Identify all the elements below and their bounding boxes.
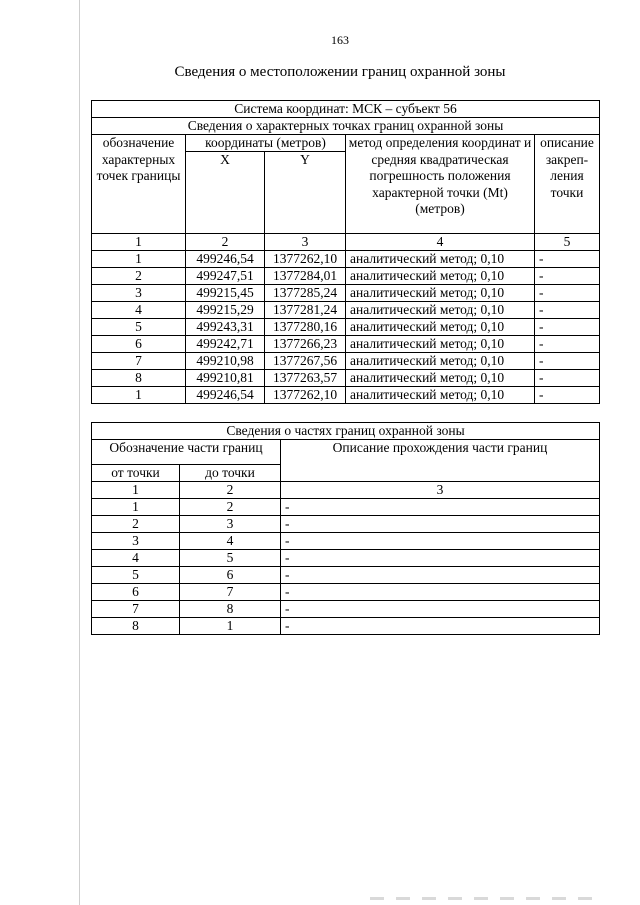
table-row (92, 550, 600, 567)
page-margin-line (79, 0, 80, 905)
header-point-designation: обозначение характерных точек границы (92, 135, 186, 234)
table-row (92, 601, 600, 618)
part-description: - (281, 618, 600, 635)
coord-y: 1377281,24 (265, 302, 346, 319)
table-row (92, 584, 600, 601)
table-row (92, 370, 600, 387)
coord-x: 499210,81 (186, 370, 265, 387)
coordinate-system: Система координат: МСК – субъект 56 (92, 101, 600, 118)
table-row (92, 516, 600, 533)
from-point: 1 (92, 499, 180, 516)
point-number: 5 (92, 319, 186, 336)
from-point: 3 (92, 533, 180, 550)
fixing-description: - (535, 268, 600, 285)
part-description: - (281, 516, 600, 533)
coord-y: 1377285,24 (265, 285, 346, 302)
table-row (92, 268, 600, 285)
method-cell: аналитический метод; 0,10 (346, 268, 535, 285)
header-part-description: Описание прохождения части границ (281, 440, 600, 482)
coord-y: 1377280,16 (265, 319, 346, 336)
part-description: - (281, 533, 600, 550)
header-coordinates: координаты (метров) (186, 135, 346, 152)
coord-x: 499243,31 (186, 319, 265, 336)
boundary-points-table (91, 100, 600, 404)
table-row (92, 336, 600, 353)
method-cell: аналитический метод; 0,10 (346, 387, 535, 404)
header-x-spacer (186, 168, 265, 233)
point-number: 7 (92, 353, 186, 370)
column-number: 3 (265, 234, 346, 251)
header-y-spacer (265, 168, 346, 233)
to-point: 8 (180, 601, 281, 618)
column-number: 2 (186, 234, 265, 251)
to-point: 2 (180, 499, 281, 516)
method-cell: аналитический метод; 0,10 (346, 370, 535, 387)
from-point: 6 (92, 584, 180, 601)
point-number: 8 (92, 370, 186, 387)
header-fixing-description: описание закреп-ления точки (535, 135, 600, 234)
header-y: Y (265, 152, 346, 169)
from-point: 7 (92, 601, 180, 618)
table-row (92, 567, 600, 584)
point-number: 2 (92, 268, 186, 285)
header-from-point: от точки (92, 465, 180, 482)
fixing-description: - (535, 387, 600, 404)
from-point: 2 (92, 516, 180, 533)
part-description: - (281, 567, 600, 584)
method-cell: аналитический метод; 0,10 (346, 353, 535, 370)
method-cell: аналитический метод; 0,10 (346, 251, 535, 268)
coord-y: 1377284,01 (265, 268, 346, 285)
column-number: 4 (346, 234, 535, 251)
table-row (92, 353, 600, 370)
coord-x: 499246,54 (186, 251, 265, 268)
coord-x: 499210,98 (186, 353, 265, 370)
table-row (92, 302, 600, 319)
method-cell: аналитический метод; 0,10 (346, 319, 535, 336)
column-number: 1 (92, 482, 180, 499)
column-number: 3 (281, 482, 600, 499)
coord-y: 1377267,56 (265, 353, 346, 370)
table-row (92, 285, 600, 302)
boundary-parts-table (91, 422, 600, 635)
fixing-description: - (535, 302, 600, 319)
scan-artifact (370, 897, 600, 900)
header-method: метод определения координат и средняя квадратическая погрешность положения характерной точки (Mt) (метров) (346, 135, 535, 234)
point-number: 4 (92, 302, 186, 319)
point-number: 3 (92, 285, 186, 302)
part-description: - (281, 584, 600, 601)
from-point: 5 (92, 567, 180, 584)
to-point: 7 (180, 584, 281, 601)
header-to-point: до точки (180, 465, 281, 482)
table-row (92, 251, 600, 268)
page-number: 163 (331, 33, 349, 47)
table-row (92, 319, 600, 336)
coord-y: 1377266,23 (265, 336, 346, 353)
coord-x: 499215,45 (186, 285, 265, 302)
table-row (92, 387, 600, 404)
document-title: Сведения о местоположении границ охранной зоны (174, 64, 506, 80)
points-section-title: Сведения о характерных точках границ охранной зоны (92, 118, 600, 135)
coord-x: 499215,29 (186, 302, 265, 319)
parts-section-title: Сведения о частях границ охранной зоны (92, 423, 600, 440)
method-cell: аналитический метод; 0,10 (346, 285, 535, 302)
coord-x: 499242,71 (186, 336, 265, 353)
to-point: 1 (180, 618, 281, 635)
header-x: X (186, 152, 265, 169)
point-number: 1 (92, 387, 186, 404)
coord-x: 499246,54 (186, 387, 265, 404)
coord-y: 1377262,10 (265, 387, 346, 404)
part-description: - (281, 601, 600, 618)
table-row (92, 618, 600, 635)
part-description: - (281, 550, 600, 567)
fixing-description: - (535, 319, 600, 336)
fixing-description: - (535, 353, 600, 370)
fixing-description: - (535, 285, 600, 302)
fixing-description: - (535, 336, 600, 353)
part-description: - (281, 499, 600, 516)
method-cell: аналитический метод; 0,10 (346, 336, 535, 353)
column-number-row (92, 482, 600, 499)
header-part-designation: Обозначение части границ (92, 440, 281, 465)
from-point: 4 (92, 550, 180, 567)
from-point: 8 (92, 618, 180, 635)
column-number: 2 (180, 482, 281, 499)
fixing-description: - (535, 251, 600, 268)
to-point: 5 (180, 550, 281, 567)
to-point: 4 (180, 533, 281, 550)
column-number: 5 (535, 234, 600, 251)
table-row (92, 533, 600, 550)
to-point: 6 (180, 567, 281, 584)
coord-y: 1377262,10 (265, 251, 346, 268)
point-number: 1 (92, 251, 186, 268)
coord-x: 499247,51 (186, 268, 265, 285)
coord-y: 1377263,57 (265, 370, 346, 387)
point-number: 6 (92, 336, 186, 353)
column-number-row (92, 234, 600, 251)
to-point: 3 (180, 516, 281, 533)
table-row (92, 499, 600, 516)
fixing-description: - (535, 370, 600, 387)
column-number: 1 (92, 234, 186, 251)
method-cell: аналитический метод; 0,10 (346, 302, 535, 319)
